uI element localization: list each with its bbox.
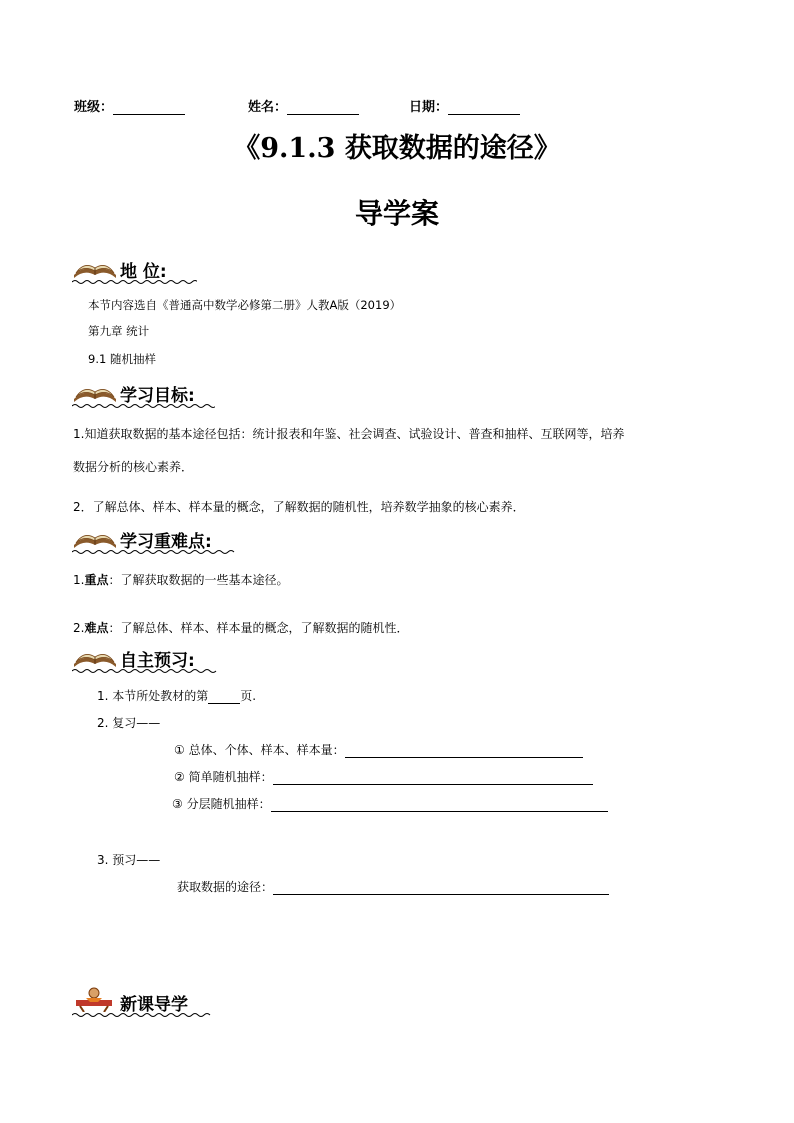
open-book-icon xyxy=(72,646,118,668)
preview-item-1 xyxy=(97,687,256,704)
key-point-label: 重点 xyxy=(84,573,109,587)
goal-item-2: 2．了解总体、样本、样本量的概念，了解数据的随机性，培养数学抽象的核心素养． xyxy=(73,500,525,514)
goal-item-1: 1.知道获取数据的基本途径包括：统计报表和年鉴、社会调查、试验设计、普查和抽样、互联网等，培养 xyxy=(73,427,625,441)
mascot-icon xyxy=(72,986,118,1012)
name-field[interactable] xyxy=(248,96,359,115)
page-title: 《9.1.3 获取数据的途径》 xyxy=(233,133,561,164)
section-keypoints-label: 学习重难点: xyxy=(120,532,212,552)
position-line-3: 9.1 随机抽样 xyxy=(88,352,156,366)
wavy-underline xyxy=(72,403,215,409)
review-label-3: ③ 分层随机抽样： xyxy=(172,797,271,811)
position-line-2: 第九章 统计 xyxy=(88,324,150,338)
preview-item-3: 3. 预习—— xyxy=(97,853,161,867)
difficulty-line xyxy=(73,619,408,636)
review-label-1: ① 总体、个体、样本、样本量： xyxy=(174,743,345,757)
goal-item-1-cont: 数据分析的核心素养． xyxy=(73,460,194,474)
review-blank-1[interactable] xyxy=(345,744,583,758)
page-number-blank[interactable] xyxy=(208,690,240,704)
position-line-1: 本节内容选自《普通高中数学必修第二册》人教A版（2019） xyxy=(88,298,402,312)
preview-item-1-suffix: 页. xyxy=(240,689,257,703)
review-line-1 xyxy=(174,741,583,758)
open-book-icon xyxy=(72,381,118,403)
preview-path-blank[interactable] xyxy=(273,881,609,895)
page-subtitle: 导学案 xyxy=(354,197,439,230)
wavy-underline xyxy=(72,1012,212,1018)
review-blank-2[interactable] xyxy=(273,771,593,785)
key-point-number: 1. xyxy=(73,573,85,587)
preview-item-2: 2. 复习—— xyxy=(97,716,161,730)
section-new-lesson-label: 新课导学 xyxy=(120,995,188,1015)
review-line-3 xyxy=(172,795,608,812)
wavy-underline xyxy=(72,668,217,674)
class-field[interactable] xyxy=(74,96,185,115)
section-goals-label: 学习目标: xyxy=(120,386,195,406)
section-preview-label: 自主预习: xyxy=(120,651,195,671)
wavy-underline xyxy=(72,279,197,285)
name-blank[interactable] xyxy=(287,100,359,115)
date-blank[interactable] xyxy=(448,100,520,115)
section-position-label: 地 位: xyxy=(120,262,167,282)
preview-path-line xyxy=(177,878,609,895)
difficulty-label: 难点 xyxy=(84,621,109,635)
key-point-text: ：了解获取数据的一些基本途径。 xyxy=(108,573,289,587)
open-book-icon xyxy=(72,257,118,279)
preview-path-label: 获取数据的途径： xyxy=(177,880,274,894)
class-blank[interactable] xyxy=(113,100,185,115)
open-book-icon xyxy=(72,527,118,549)
review-label-2: ② 简单随机抽样： xyxy=(174,770,273,784)
review-blank-3[interactable] xyxy=(271,798,608,812)
class-label: 班级： xyxy=(74,100,114,115)
name-label: 姓名： xyxy=(248,100,288,115)
review-line-2 xyxy=(174,768,593,785)
preview-item-1-prefix: 1. 本节所处教材的第 xyxy=(97,689,209,703)
wavy-underline xyxy=(72,549,235,555)
difficulty-text: ：了解总体、样本、样本量的概念，了解数据的随机性． xyxy=(108,621,409,635)
key-point-line xyxy=(73,571,288,588)
date-label: 日期： xyxy=(409,100,449,115)
date-field[interactable] xyxy=(409,96,520,115)
difficulty-number: 2. xyxy=(73,621,85,635)
